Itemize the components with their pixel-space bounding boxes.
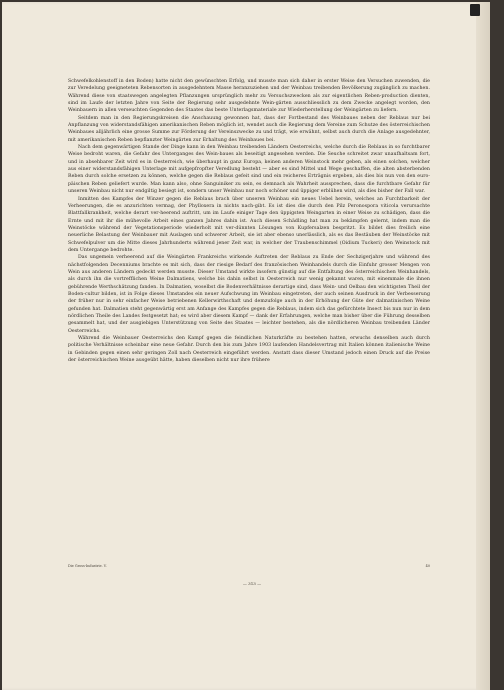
paragraph-2: Seitdem man in den Regierungskreisen die Anschauung gewonnen hat, dass der Fortbestand des Weinbaues neben der Reblaus nur bei Anpflanzung von widerstandsfähigen amerikanischen Reben möglich ist, wendet auch die Regierung dem Vereine zum Schutze des österreichischen Weinbaues alljährlich eine grosse Summe zur Förderung der Vereinszwecke zu und trägt, wie erwähnt, selbst auch durch die Anlage ausgedehnter, mit amerikanischen Reben bepflanzter Weingärten zur Erhaltung des Weinbaues bei. — [68, 115, 430, 143]
body-text — [68, 78, 430, 364]
paragraph-1: Schwefelkohlenstoff in den Boden) hatte nicht den gewünschten Erfolg, und musste man sich daher in erster Weise den Versuchen zuwenden, die zur Veredelung geeigneteten Rebensorten in ausgedehntem Masse heranzuziehen und der Weinbau treibenden Bevölkerung zugänglich zu machen. Während diese von staatswegen angelegten Pflanzungen ursprünglich mehr zu Versuchszwecken als zur eigentlichen Reben-production dienten, sind im Laufe der letzten Jahre von Seite der Regierung sehr ausgedehnte Wein-gärten ausschliesslich zu dem Zwecke angelegt worden, den Weinbauern in allen verseuchten Gegenden des Staates das beste Unterlagsmateriale zur Wiederherstellung der Weingärten zu liefern. — [68, 79, 430, 114]
paragraph-3: Nach dem gegenwärtigen Stande der Dinge kann in den Weinbau treibenden Ländern Oesterreichs, welche durch die Reblaus in so furchtbarer Weise bedroht waren, die Gefahr des Unterganges des Wein-baues als beseitigt angesehen werden. Die Seuche schreitet zwar unaufhaltsam fort, und in absehbarer Zeit wird es in Oesterreich, wie überhaupt in ganz Europa, keinen anderen Weinstock mehr geben, als einen solchen, welcher aus einer widerstandsfähigen Unterlage mit aufgepfropfter Veredlung besteht — aber es sind Mittel und Wege geschaffen, die alten absterbenden Reben durch solche ersetzen zu können, welche gegen die Reblaus gefeit sind und ein reicheres Erträgnis ergeben, als dies bis nun von den euro-päischen Reben geliefert wurde. Man kann also, ohne Sanguiniker zu sein, es demnach als Wahrheit aussprechen, dass die furchtbare Gefahr für unseren Weinbau nicht nur endgiltig besiegt ist, sondern unser Weinbau nur noch schöner und üppiger erblühen wird, als dies bisher der Fall war. — [68, 145, 430, 195]
page-footer — [68, 564, 430, 570]
paragraph-4: Inmitten des Kampfes der Winzer gegen die Reblaus brach über unseren Weinbau ein neues Uebel herein, welches an Furchtbarkeit der Verheerungen, die es anzurichten vermag, der Phylloxera in nichts nach-gibt. Es ist dies die durch den Pilz Peronospora viticola verursachte Blattfallkrankheit, welche derart ver-heerend auftritt, um im Laufe einiger Tage den üppigsten Weingarten in einer Weise zu schädigen, dass die Ernte und mit ihr die mühevolle Arbeit eines ganzen Jahres dahin ist. Auch diesen Schädling hat man zu bekämpfen gelernt, indem man die Weinstöcke während der Vegetationsperiode wiederholt mit ver-dünnten Lösungen von Kupfersalzen bespritzt. Es bildet dies freilich eine neuerliche Belastung der Weinbauer mit Auslagen und schwerer Arbeit, sie ist aber ebenso unerlässlich, als es das Bestäuben der Weinstöcke mit Schwefelpulver um die Mitte dieses Jahrhunderts während jener Zeit war, in welcher der Traubenschimmel (Oidium Tuckeri) den Weinstock mit dem Untergange bedrohte. — [68, 196, 430, 253]
binder-clip — [470, 4, 480, 16]
page-edge — [476, 2, 490, 690]
page-number: — 313 — — [242, 581, 262, 586]
paragraph-6: Während die Weinbauer Oesterreichs den Kampf gegen die feindlichen Naturkräfte zu bestehen hatten, erwuchs denselben auch durch politische Verhältnisse scheinbar eine neue Gefahr. Durch den bis zum Jahre 1903 laufenden Handelsvertrag mit Italien können italienische Weine in Gebinden gegen einen sehr geringen Zoll nach Oesterreich eingeführt werden. Anstatt dass dieser Umstand jedoch einen Druck auf die Preise der österreichischen Weine ausgeübt hätte, haben dieselben nicht nur ihre frühere — [68, 336, 430, 364]
signature-mark: Die Gross-Industrie. V. — [68, 564, 107, 568]
sheet-number: 40 — [425, 564, 430, 568]
paragraph-5: Das ungemein verheerend auf die Weingärten Frankreichs wirkende Auftreten der Reblaus zu Ende der Sechzigerjahre und während des nächstfolgenden Decenniums brachte es mit sich, dass der riesige Bedarf des französischen Weinhandels durch die Einfuhr grosser Mengen von Wein aus anderen Ländern gedeckt werden musste. Dieser Umstand wirkte insofern günstig auf die Entfaltung des österreichischen Weinhandels, als durch ihn die vortrefflichen Weine Dalmatiens, welche bis dahin selbst in Oesterreich nur wenig gekannt waren, mit einemmale die ihnen gebührende Werthschätzung fanden. In Dalmatien, woselbst die Bodenverhältnisse derartige sind, dass Wein- und Oelbau den wichtigsten Theil der Boden-cultur bilden, ist in Folge dieses Umstandes ein neuer Aufschwung im Weinbau eingetreten, der auch seinen Ausdruck in der Verbesserung der früher nur in sehr einfacher Weise betriebenen Kellerwirthschaft und demzufolge auch in der Erhöhung der Güte der dalmatinischen Weine gefunden hat. Dalmatien steht gegenwärtig erst am Anfange des Kampfes gegen die Reblaus, indem sich das gefürchtete Insect bis nun nur in dem nördlichen Theile des Landes festgesetzt hat; es wird aber diesem Kampf — dank der Erfahrungen, welche man bisher über die Führung desselben gesammelt hat, und der ausgiebigen Unterstützung von Seite des Staates — leichter bestehen, als die nördlicheren Weinbau treibenden Länder Oesterreichs. — [68, 255, 430, 334]
